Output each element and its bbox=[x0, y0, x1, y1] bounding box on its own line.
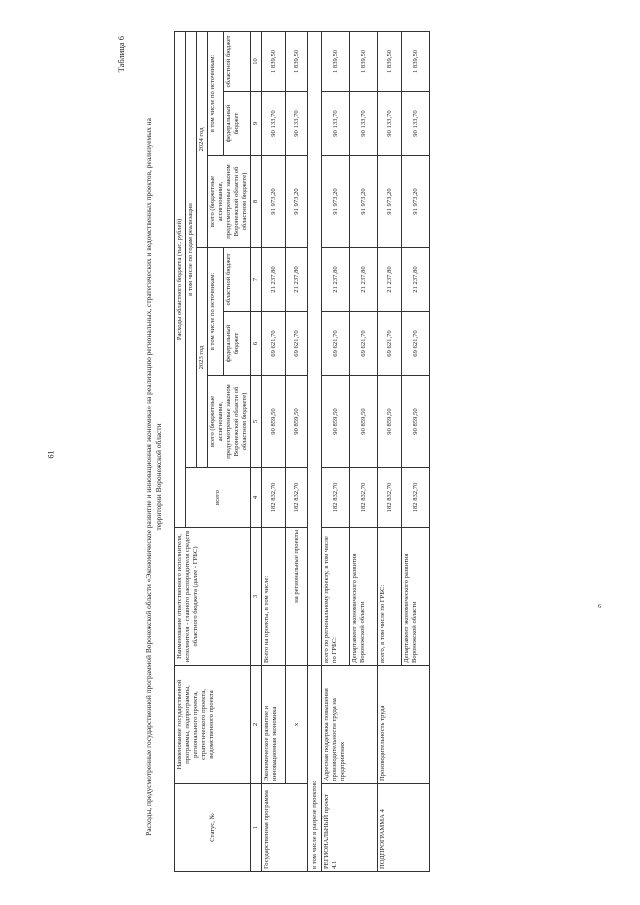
value-total: 182 832,70 bbox=[322, 468, 350, 528]
value-2024-regional: 1 839,50 bbox=[350, 31, 378, 91]
header-federal-2024: федеральный бюджет bbox=[223, 92, 250, 156]
col-number: 1 bbox=[251, 784, 262, 872]
row-executor: Департамент экономического развития Воронежской области bbox=[402, 528, 430, 666]
value-2023-all: 90 859,50 bbox=[402, 376, 430, 468]
value-2023-federal: 69 621,70 bbox=[262, 312, 286, 376]
value-2023-regional: 21 237,80 bbox=[378, 248, 402, 312]
row-status: Государственная программа bbox=[262, 784, 308, 872]
expenses-table bbox=[174, 31, 430, 872]
header-all-2024: всего (бюджетные ассигнования, предусмотренные законом Воронежской области об областном бюджете) bbox=[208, 156, 251, 248]
row-executor: Всего на проекты, в том числе: bbox=[262, 528, 286, 666]
document-title: Расходы, предусмотренные государственной программой Воронежской области «Экономическое развитие и инновационная экономика» на реализацию региональных, стратегических и ведомственных проектов, реализуемых на территории Воронежской области bbox=[144, 118, 163, 836]
header-total: всего bbox=[186, 468, 251, 528]
value-2023-all: 90 859,50 bbox=[350, 376, 378, 468]
col-number: 2 bbox=[251, 666, 262, 784]
value-total: 182 832,70 bbox=[350, 468, 378, 528]
value-2024-federal: 90 133,70 bbox=[350, 92, 378, 156]
value-2023-regional: 21 237,80 bbox=[402, 248, 430, 312]
row-name: Производительность труда bbox=[378, 666, 430, 784]
header-sources-2023: в том числе по источникам: bbox=[208, 248, 224, 376]
col-number: 6 bbox=[251, 312, 262, 376]
value-2023-all: 90 859,50 bbox=[286, 376, 308, 468]
value-2023-federal: 69 621,70 bbox=[322, 312, 350, 376]
value-2024-federal: 90 133,70 bbox=[286, 92, 308, 156]
value-2024-federal: 90 133,70 bbox=[402, 92, 430, 156]
table-label: Таблица 6 bbox=[116, 36, 126, 73]
value-2023-all: 90 859,50 bbox=[262, 376, 286, 468]
table-row bbox=[378, 31, 402, 871]
value-2023-regional: 21 237,80 bbox=[262, 248, 286, 312]
value-2023-regional: 21 237,80 bbox=[322, 248, 350, 312]
value-2023-federal: 69 621,70 bbox=[350, 312, 378, 376]
row-status: ПОДПРОГРАММА 4 bbox=[378, 784, 430, 872]
value-2023-all: 90 859,50 bbox=[322, 376, 350, 468]
value-2024-all: 91 973,20 bbox=[322, 156, 350, 248]
header-all-2023: всего (бюджетные ассигнования, предусмотренные законом Воронежской области об областном бюджете) bbox=[208, 376, 251, 468]
value-2024-all: 91 973,20 bbox=[286, 156, 308, 248]
col-number: 9 bbox=[251, 92, 262, 156]
value-2024-federal: 90 133,70 bbox=[262, 92, 286, 156]
header-name: Наименование государственной программы, подпрограммы, регионального проекта, стратегического проекта, ведомственного проекта bbox=[175, 666, 251, 784]
header-sources-2024: в том числе по источникам: bbox=[208, 31, 224, 155]
value-2024-regional: 1 839,50 bbox=[402, 31, 430, 91]
footer-mark: 6 bbox=[598, 604, 601, 610]
row-status: РЕГИОНАЛЬНЫЙ проект 4.1 bbox=[322, 784, 378, 872]
header-executor: Наименование ответственного исполнителя, исполнителя - главного распорядителя средств областного бюджета (далее - ГРБС) bbox=[175, 528, 251, 666]
value-total: 182 832,70 bbox=[402, 468, 430, 528]
table-row bbox=[322, 31, 350, 871]
row-executor: всего, в том числе по ГРБС: bbox=[378, 528, 402, 666]
value-total: 182 832,70 bbox=[286, 468, 308, 528]
section-separator-label: в том числе в разрезе проектов: bbox=[308, 666, 322, 872]
row-name: Экономическое развитие и инновационная экономика bbox=[262, 666, 286, 784]
row-executor: на региональные проекты bbox=[286, 528, 308, 666]
header-regional-2024: областной бюджет bbox=[223, 31, 250, 91]
value-2024-regional: 1 839,50 bbox=[322, 31, 350, 91]
col-number: 5 bbox=[251, 376, 262, 468]
table-row bbox=[262, 31, 286, 871]
header-expenses: Расходы областного бюджета (тыс. рублей) bbox=[175, 31, 186, 527]
value-2024-all: 91 973,20 bbox=[378, 156, 402, 248]
col-number: 10 bbox=[251, 31, 262, 91]
header-year-2023: 2023 год bbox=[197, 248, 208, 468]
page-number: 61 bbox=[46, 450, 56, 459]
value-2023-regional: 21 237,80 bbox=[350, 248, 378, 312]
value-2023-federal: 69 621,70 bbox=[402, 312, 430, 376]
row-executor: Департамент экономического развития Воронежской области bbox=[350, 528, 378, 666]
value-2023-federal: 69 621,70 bbox=[378, 312, 402, 376]
header-status: Статус, № bbox=[175, 784, 251, 872]
value-2024-all: 91 973,20 bbox=[402, 156, 430, 248]
value-2024-federal: 90 133,70 bbox=[378, 92, 402, 156]
row-name: Адресная поддержка повышения производительности труда на предприятиях bbox=[322, 666, 378, 784]
section-separator-row bbox=[308, 31, 322, 871]
col-number: 3 bbox=[251, 528, 262, 666]
value-2023-all: 90 859,50 bbox=[378, 376, 402, 468]
table-row bbox=[286, 31, 308, 871]
value-total: 182 832,70 bbox=[378, 468, 402, 528]
header-federal-2023: федеральный бюджет bbox=[223, 312, 250, 376]
value-2023-federal: 69 621,70 bbox=[286, 312, 308, 376]
value-2024-all: 91 973,20 bbox=[350, 156, 378, 248]
col-number: 7 bbox=[251, 248, 262, 312]
value-2024-regional: 1 839,50 bbox=[262, 31, 286, 91]
row-executor: всего по региональному проекту, в том числе по ГРБС: bbox=[322, 528, 350, 666]
header-by-years: в том числе по годам реализации bbox=[186, 31, 197, 467]
row-name: х bbox=[286, 666, 308, 784]
value-total: 182 832,70 bbox=[262, 468, 286, 528]
header-regional-2023: областной бюджет bbox=[223, 248, 250, 312]
col-number: 8 bbox=[251, 156, 262, 248]
value-2024-federal: 90 133,70 bbox=[322, 92, 350, 156]
value-2023-regional: 21 237,80 bbox=[286, 248, 308, 312]
value-2024-all: 91 973,20 bbox=[262, 156, 286, 248]
column-number-row bbox=[251, 31, 262, 871]
value-2024-regional: 1 839,50 bbox=[378, 31, 402, 91]
col-number: 4 bbox=[251, 468, 262, 528]
value-2024-regional: 1 839,50 bbox=[286, 31, 308, 91]
header-year-2024: 2024 год bbox=[197, 31, 208, 247]
section-separator-blank bbox=[308, 31, 322, 665]
rotated-page bbox=[110, 32, 530, 872]
